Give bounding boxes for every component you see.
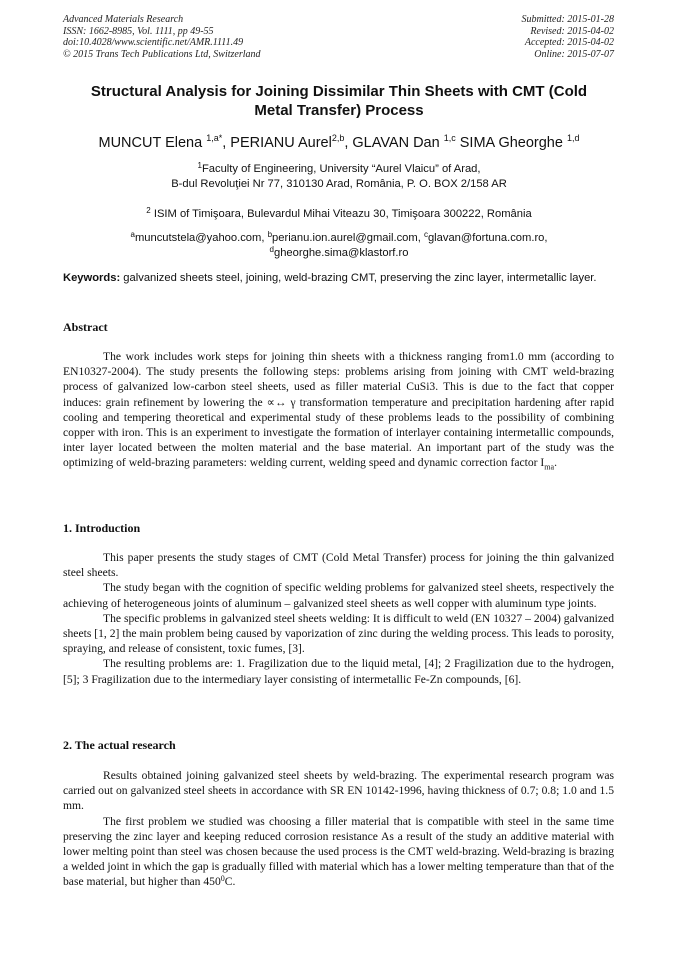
date-online: Online: 2015-07-07: [534, 48, 614, 60]
journal-info: [63, 14, 261, 60]
introduction-heading: 1. Introduction: [63, 521, 141, 535]
abstract-heading: Abstract: [63, 320, 108, 334]
email-c[interactable]: glavan@fortuna.com.ro,: [427, 232, 548, 244]
author-list: [40, 133, 638, 153]
research-paragraph-2-end: C.: [224, 875, 236, 889]
research-paragraph-2-text: The first problem we studied was choosing a filler material that is compatible with steel in the same time preserving the zinc layer and keeping reduced corrosion resistance As a result of the study an additive material with lower melting point than steel was chosen because the used process is the CMT weld-brazing. Weld-brazing is brazing a welded joint in which the gap is gradually filled with material which has a lower melting temperature than that of the base material, but higher than 450: [63, 814, 614, 889]
journal-name: Advanced Materials Research: [63, 14, 184, 25]
abstract-text: The work includes work steps for joining thin sheets with a thickness ranging from1.0 mm (according to EN10327-2004). The study presents the following steps: problems arising from joining with CMT weld-brazing process of galvanized low-carbon steel sheets, used as filler material CuSi3. This is due to the fact that copper induces: grain refinement by lowering the ∝↔ γ transformation temperature and precipitation hardening after rapid cooling and tempering theoretical and experimental study of these problems leads to the possibility of combining copper with iron. This is an experiment to investigate the formation of interlayer containing intermetallic compounds, inter layer located between the molten material and the base material. An important part of the study was the optimizing of weld-brazing parameters: welding current, welding speed and dynamic correction factor I: [63, 350, 614, 470]
email-d[interactable]: gheorghe.sima@klastorf.ro: [273, 247, 409, 259]
author-emails: [40, 231, 638, 261]
intro-paragraph-1: This paper presents the study stages of CMT (Cold Metal Transfer) process for joining the thin galvanized steel sheets.: [63, 551, 614, 580]
research-paragraph-1: Results obtained joining galvanized steel sheets by weld-brazing. The experimental research program was carried out on galvanized steel sheets in accordance with SR EN 10142-1996, having thickness of 0.7; 0.8; 1.0 and 1.5 mm.: [63, 769, 614, 813]
journal-copyright: © 2015 Trans Tech Publications Ltd, Switzerland: [63, 48, 261, 60]
author-3-marker: 1,c: [443, 133, 456, 143]
affiliation-2-marker: 2: [146, 206, 151, 215]
affiliation-2: [40, 207, 638, 222]
date-revised: Revised: 2015-04-02: [530, 25, 614, 37]
author-4-marker: 1,d: [566, 133, 580, 143]
intro-paragraph-4: The resulting problems are: 1. Fragilization due to the liquid metal, [4]; 2 Fragilization due to the hydrogen, [5]; 3 Fragilization due to the intermediary layer consisting of intermetallic Fe-Zn compounds, [6].: [63, 657, 614, 686]
journal-doi: doi:10.4028/www.scientific.net/AMR.1111.49: [63, 37, 244, 48]
affiliation-2-text: ISIM of Timişoara, Bulevardul Mihai Viteazu 30, Timişoara 300222, România: [150, 208, 532, 220]
intro-paragraph-2: The study began with the cognition of specific welding problems for galvanized steel sheets, respectively the achieving of heterogeneous joints of aluminum – galvanized steel sheets as well copper with aluminum type joints.: [63, 581, 614, 610]
affiliation-1-marker: 1: [197, 161, 202, 170]
author-2-marker: 2,b: [331, 133, 345, 143]
email-b-marker: b: [267, 230, 273, 239]
email-d-marker: d: [269, 245, 274, 254]
email-a[interactable]: muncutstela@yahoo.com,: [134, 232, 268, 244]
publication-dates: [522, 14, 615, 60]
affiliation-1-line-1: Faculty of Engineering, University “Aurel Vlaicu” of Arad,: [201, 163, 481, 175]
research-body: [63, 768, 614, 890]
abstract-subscript: ma: [544, 462, 555, 472]
research-heading: 2. The actual research: [63, 738, 176, 752]
abstract-body: [63, 349, 614, 471]
paper-title: [60, 82, 618, 120]
author-1: MUNCUT Elena: [98, 135, 207, 151]
research-paragraph-2: [63, 814, 614, 890]
author-3: , GLAVAN Dan: [344, 135, 444, 151]
keywords-text: galvanized sheets steel, joining, weld-brazing CMT, preserving the zinc layer, intermetallic layer.: [120, 272, 597, 284]
keywords-label: Keywords:: [63, 272, 121, 284]
author-1-marker: 1,a*: [206, 133, 223, 143]
affiliation-1: [40, 162, 638, 192]
title-line-1: Structural Analysis for Joining Dissimilar Thin Sheets with CMT (Cold: [90, 83, 588, 100]
author-4: SIMA Gheorghe: [455, 135, 567, 151]
email-b[interactable]: perianu.ion.aurel@gmail.com,: [272, 232, 424, 244]
title-line-2: Metal Transfer) Process: [254, 102, 424, 119]
journal-issn: ISSN: 1662-8985, Vol. 1111, pp 49-55: [63, 25, 214, 37]
email-a-marker: a: [130, 230, 135, 239]
author-2: , PERIANU Aurel: [222, 135, 332, 151]
date-submitted: Submitted: 2015-01-28: [521, 14, 614, 25]
date-accepted: Accepted: 2015-04-02: [524, 37, 614, 48]
keywords: [63, 271, 614, 286]
affiliation-1-line-2: B-dul Revoluţiei Nr 77, 310130 Arad, România, P. O. BOX 2/158 AR: [171, 178, 507, 190]
email-c-marker: c: [423, 230, 428, 239]
abstract-end: .: [554, 456, 557, 470]
degree-superscript: 0: [220, 874, 225, 884]
introduction-body: [63, 550, 614, 687]
intro-paragraph-3: The specific problems in galvanized steel sheets welding: It is difficult to weld (EN 10327 – 2004) galvanized sheets [1, 2] the main problem being caused by vaporization of zinc during the welding process. This leads to porosity, spraying, and release of consistent, toxic fumes, [3].: [63, 611, 614, 656]
